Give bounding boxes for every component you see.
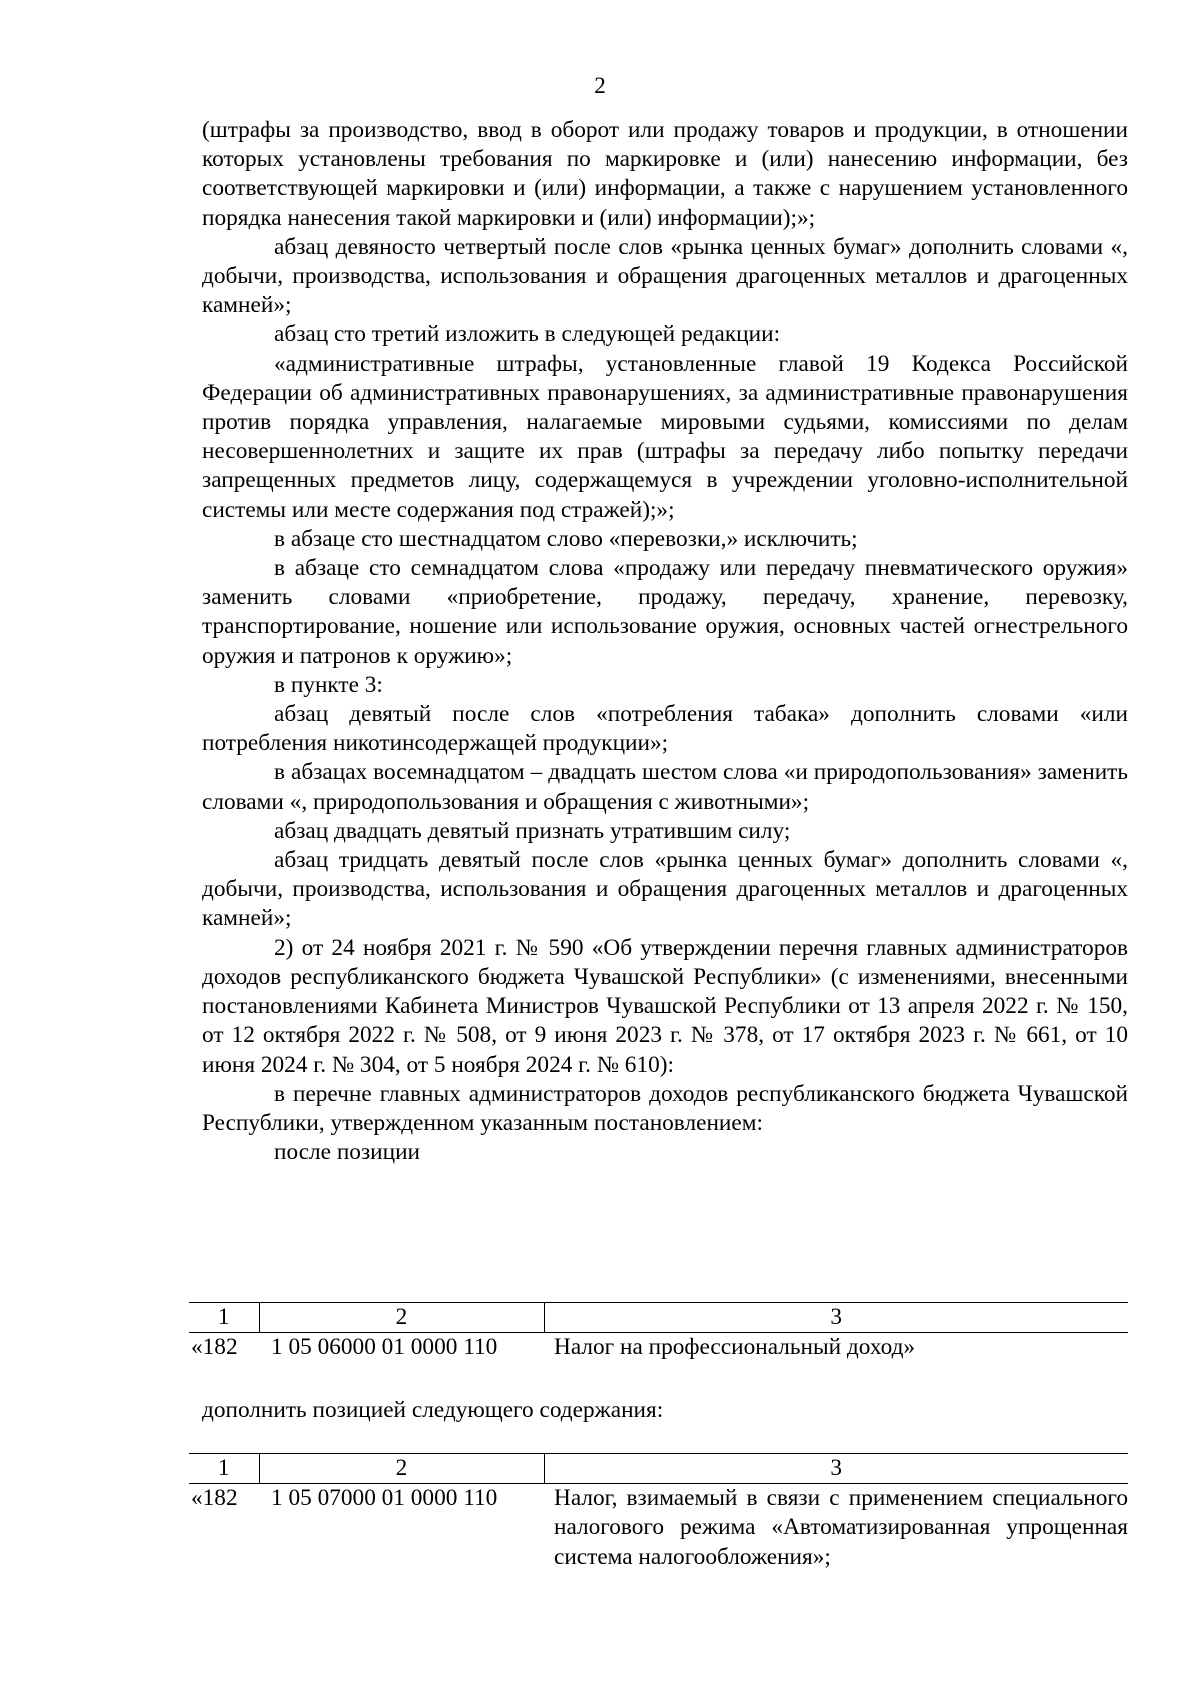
paragraph: абзац сто третий изложить в следующей редакции: [274,321,781,348]
table-header-row [189,1303,1128,1333]
table-row [189,1333,1128,1363]
admin-code-cell: «182 [191,1485,238,1512]
paragraph: в пункте 3: [274,671,383,698]
paragraph: в абзацах восемнадцатом – двадцать шестом слова «и природопользования» заменить словами «, природопользования и обращения с животными»; [202,759,1128,815]
income-name-cell: Налог, взимаемый в связи с применением специального налогового режима «Автоматизированная упрощенная система налогообложения»; [554,1485,1128,1570]
column-header: 1 [189,1303,259,1333]
income-name-cell: Налог на профессиональный доход» [554,1334,916,1361]
paragraph: абзац тридцать девятый после слов «рынка ценных бумаг» дополнить словами «, добычи, производства, использования и обращения драгоценных металлов и драгоценных камней»; [202,847,1128,932]
body-text [202,116,1128,1167]
table-header-row [189,1454,1128,1484]
column-header: 3 [544,1454,1128,1484]
paragraph: в абзаце сто шестнадцатом слово «перевозки,» исключить; [274,525,858,552]
paragraph: после позиции [274,1139,421,1166]
column-header: 2 [259,1454,544,1484]
insertion-instruction: дополнить позицией следующего содержания: [202,1397,664,1423]
position-table-before [189,1302,1128,1362]
paragraph: (штрафы за производство, ввод в оборот или продажу товаров и продукции, в отношении которых установлены требования по маркировке и (или) нанесению информации, без соответствующей маркировки и (или) информации, а также с нарушением установленного порядка нанесения такой маркировки и (или) информации);»; [202,117,1128,231]
admin-code-cell: «182 [191,1334,238,1361]
paragraph: абзац девятый после слов «потребления табака» дополнить словами «или потребления никотинсодержащей продукции»; [202,701,1128,757]
column-header: 2 [259,1303,544,1333]
paragraph: «административные штрафы, установленные главой 19 Кодекса Российской Федерации об административных правонарушениях, за административные правонарушения против порядка управления, налагаемые мировыми судьями, комиссиями по делам несовершеннолетних и защите их прав (штрафы за передачу либо попытку передачи запрещенных предметов лицу, содержащемуся в учреждении уголовно-исполнительной системы или месте содержания под стражей);»; [202,350,1128,523]
paragraph: 2) от 24 ноября 2021 г. № 590 «Об утверждении перечня главных администраторов доходов республиканского бюджета Чувашской Республики» (с изменениями, внесенными постановлениями Кабинета Министров Чувашской Республики от 13 апреля 2022 г. № 150, от 12 октября 2022 г. № 508, от 9 июня 2023 г. № 378, от 17 октября 2023 г. № 661, от 10 июня 2024 г. № 304, от 5 ноября 2024 г. № 610): [202,934,1128,1078]
table-row [189,1484,1128,1572]
paragraph: абзац двадцать девятый признать утратившим силу; [274,817,791,844]
paragraph: абзац девяносто четвертый после слов «рынка ценных бумаг» дополнить словами «, добычи, производства, использования и обращения драгоценных металлов и драгоценных камней»; [202,233,1128,319]
paragraph: в перечне главных администраторов доходов республиканского бюджета Чувашской Республики, утвержденном указанным постановлением: [202,1080,1128,1136]
kbk-code-cell: 1 05 06000 01 0000 110 [271,1334,498,1361]
paragraph: в абзаце сто семнадцатом слова «продажу или передачу пневматического оружия» заменить словами «приобретение, продажу, передачу, хранение, перевозку, транспортирование, ношение или использование оружия, основных частей огнестрельного оружия и патронов к оружию»; [202,555,1128,669]
position-table-new [189,1453,1128,1572]
page-number: 2 [594,73,606,98]
column-header: 1 [189,1454,259,1484]
kbk-code-cell: 1 05 07000 01 0000 110 [271,1485,498,1512]
column-header: 3 [544,1303,1128,1333]
